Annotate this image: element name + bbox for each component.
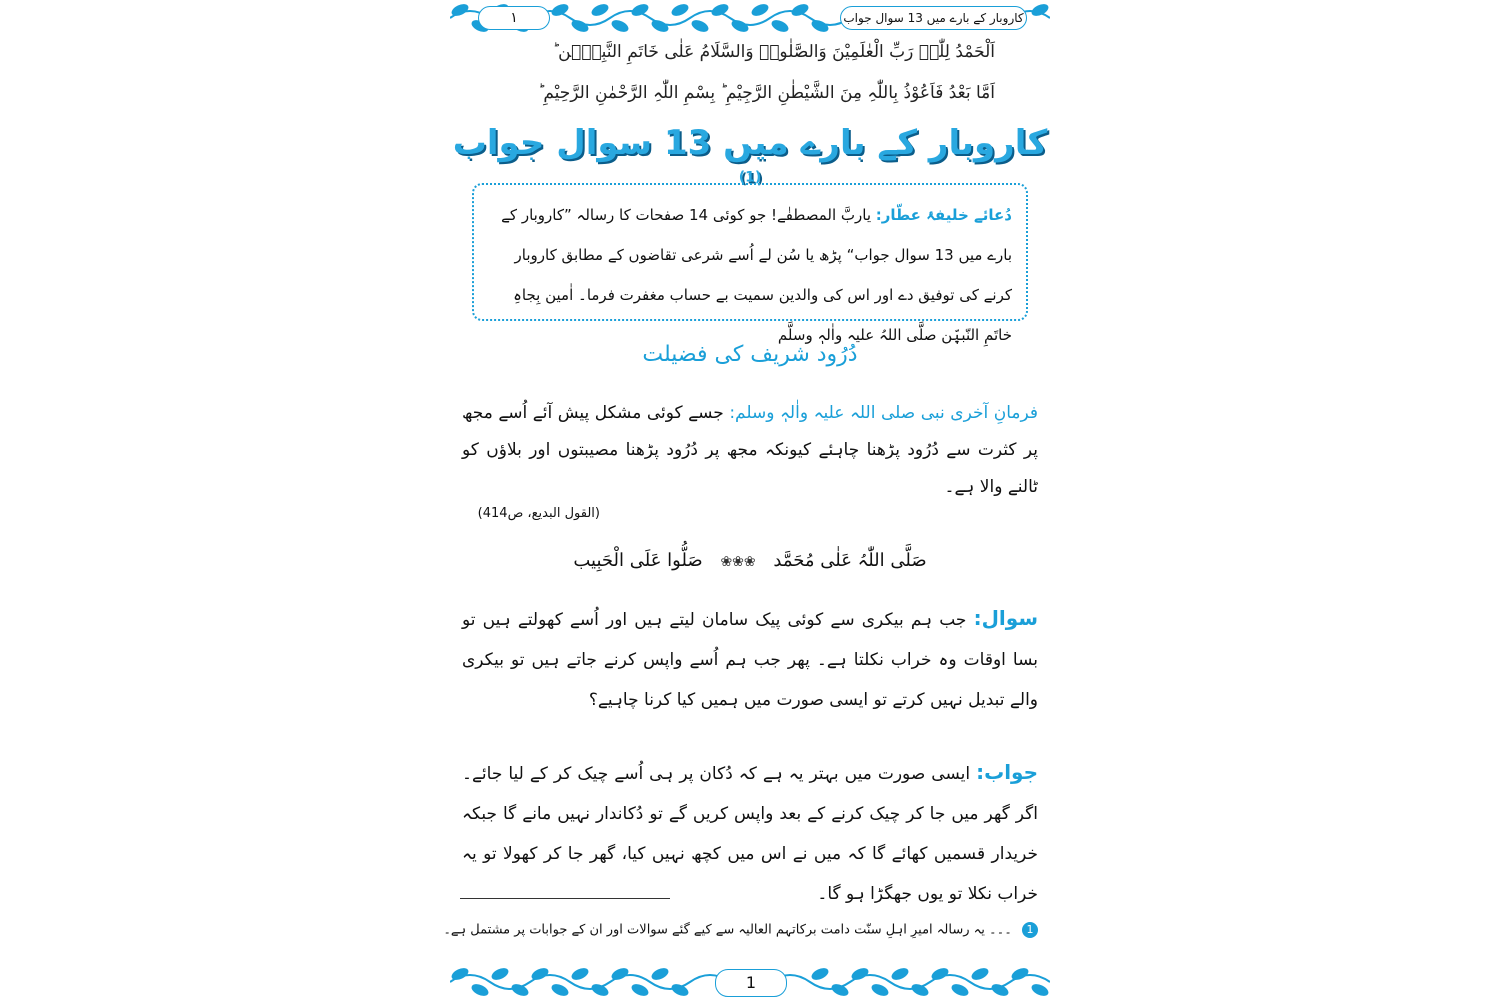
footnote [443,922,1038,938]
footer-page-number: 1 [715,969,787,997]
arabic-hamd-line: اَلْحَمْدُ لِلّٰہِ رَبِّ الْعٰلَمِیْنَ وَالصَّلٰوۃُ وَالسَّلَامُ عَلٰی خَاتَمِ النَّبِیّٖن ؕ [552,42,995,62]
question-paragraph [462,598,1038,720]
book-page [443,0,1050,1000]
page-title-text: کاروبار کے بارے میں 13 سوال جواب [452,123,1048,163]
answer-paragraph [462,752,1038,914]
flower-ornament-icon: ❀❀❀ [720,554,756,570]
answer-label: جواب: [976,760,1038,784]
salawat-line [450,550,1050,571]
question-label: سوال: [973,606,1038,630]
arabic-bismillah-line: اَمَّا بَعْدُ فَاَعُوْذُ بِاللّٰہِ مِنَ الشَّیْطٰنِ الرَّجِیْمِ ؕ بِسْمِ اللّٰہِ الرَّحْمٰنِ الرَّحِیْمِ ؕ [537,83,995,103]
question-text: جب ہم بیکری سے کوئی پیک سامان لیتے ہیں اور اُسے کھولتے ہیں تو بسا اوقات وہ خراب نکلتا ہے۔ پھر جب ہم اُسے واپس کرنے جاتے ہیں تو بیکری والے تبدیل نہیں کرتے تو ایسی صورت میں ہمیں کیا کرنا چاہیے؟ [462,610,1038,710]
footnote-text: ۔۔۔ یہ رسالہ امیرِ اہلِ سنّت دامت برکاتہم العالیہ سے کیے گئے سوالات اور ان کے جوابات پر مشتمل ہے۔ [443,922,1012,938]
durood-heading: دُرُود شریف کی فضیلت [642,342,858,367]
title-footnote-mark: (1) [738,169,762,186]
dua-box [472,183,1028,344]
footnote-divider [460,898,670,899]
salawat-left: صَلُّوا عَلَی الْحَبِیب [573,550,703,571]
hadith-reference: (القول البدیع، ص414) [477,506,600,521]
farman-label: فرمانِ آخری نبی صلی اللہ علیہ واٰلہٖ وسلم: [729,403,1038,423]
dua-text: یاربَّ المصطفٰے! جو کوئی 14 صفحات کا رسالہ ”کاروبار کے بارے میں 13 سوال جواب“ پڑھ یا سُن لے اُسے شرعی تقاضوں کے مطابق کاروبار کرنے کی توفیق دے اور اس کی والدین سمیت بے حساب مغفرت فرما۔ اٰمین بِجاہِ خاتَمِ النّبیّٖن صلَّی اللہُ علیہ واٰلہٖ وسلَّم [501,206,1012,344]
running-title: کاروبار کے بارے میں 13 سوال جواب [840,6,1027,30]
dua-label: دُعائے خلیفۂ عطّار: [875,206,1012,224]
durood-paragraph [462,395,1038,506]
header-page-number: ۱ [478,6,550,30]
salawat-right: صَلَّی اللّٰہُ عَلٰی مُحَمَّد [773,550,927,571]
answer-text: ایسی صورت میں بہتر یہ ہے کہ دُکان پر ہی اُسے چیک کر کے لیا جائے۔ اگر گھر میں جا کر چیک کرنے کے بعد واپس کریں گے تو دُکاندار نہیں مانے گا جبکہ خریدار قسمیں کھائے گا کہ میں نے اس میں کچھ نہیں کیا، گھر جا کر کھولا تو یہ خراب نکلا تو یوں جھگڑا ہو گا۔ [462,764,1038,904]
footnote-number-badge: 1 [1022,922,1038,938]
farman-text: جسے کوئی مشکل پیش آئے اُسے مجھ پر کثرت سے دُرُود پڑھنا چاہئے کیونکہ مجھ پر دُرُود پڑھنا مصیبتوں اور بلاؤں کو ٹالنے والا ہے۔ [462,403,1038,497]
